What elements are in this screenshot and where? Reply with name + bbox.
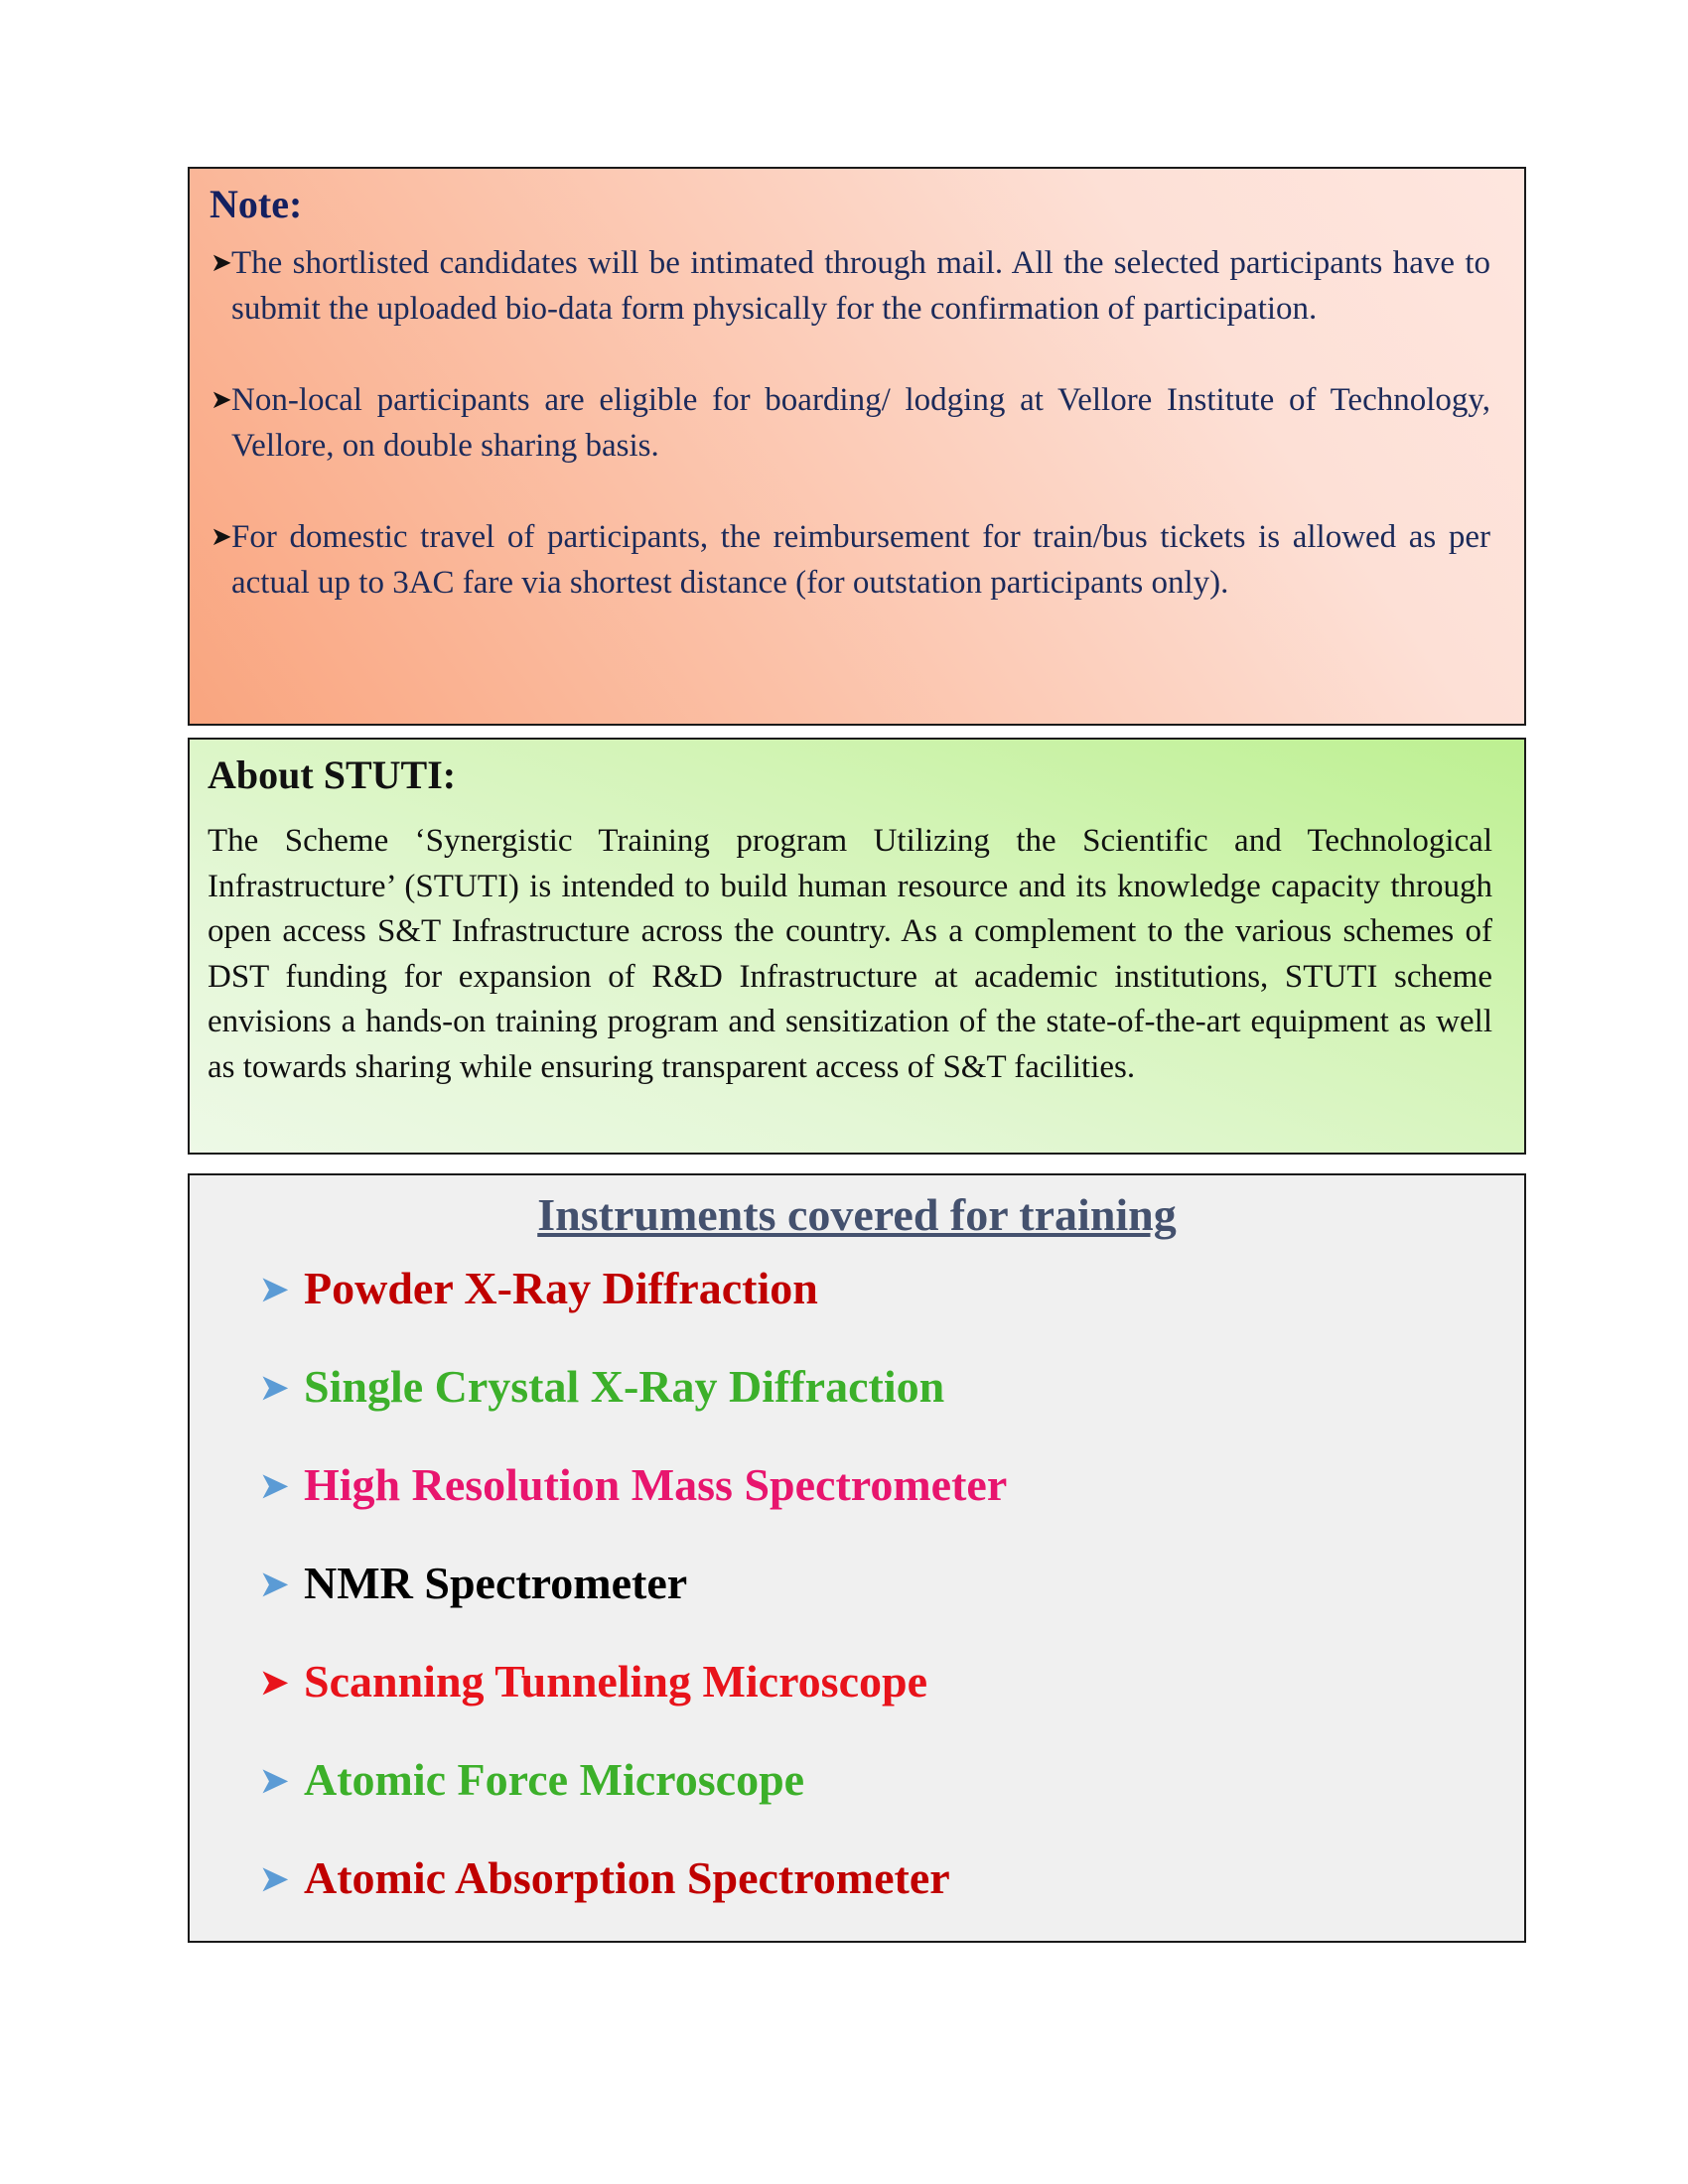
instrument-label: NMR Spectrometer bbox=[304, 1558, 688, 1608]
instrument-label: Atomic Force Microscope bbox=[304, 1754, 805, 1805]
arrow-bullet-icon: ➤ bbox=[260, 1370, 289, 1407]
arrow-bullet-icon: ➤ bbox=[211, 385, 232, 414]
instrument-item bbox=[260, 1848, 1524, 1908]
instruments-list bbox=[190, 1259, 1524, 1908]
arrow-bullet-icon: ➤ bbox=[260, 1861, 289, 1898]
note-item bbox=[211, 514, 1490, 606]
arrow-bullet-icon: ➤ bbox=[260, 1468, 289, 1505]
about-heading: About STUTI: bbox=[208, 752, 457, 797]
instrument-label: Scanning Tunneling Microscope bbox=[304, 1656, 927, 1706]
arrow-bullet-icon: ➤ bbox=[260, 1567, 289, 1603]
arrow-bullet-icon: ➤ bbox=[211, 248, 232, 277]
note-item-text: Non-local participants are eligible for boarding/ lodging at Vellore Institute of Technology, Vellore, on double sharing basis. bbox=[231, 382, 1490, 464]
instrument-label: High Resolution Mass Spectrometer bbox=[304, 1459, 1008, 1510]
instrument-label: Single Crystal X-Ray Diffraction bbox=[304, 1361, 945, 1412]
instrument-item bbox=[260, 1750, 1524, 1810]
instrument-label: Atomic Absorption Spectrometer bbox=[304, 1852, 950, 1903]
arrow-bullet-icon: ➤ bbox=[260, 1763, 289, 1800]
instrument-item bbox=[260, 1554, 1524, 1613]
about-body-text: The Scheme ‘Synergistic Training program Utilizing the Scientific and Technological Infrastructure’ (STUTI) is intended to build human resource and its knowledge capacity through open access S&T Infrastructure across the country. As a complement to the various schemes of DST funding for expansion of R&D Infrastructure at academic institutions, STUTI scheme envisions a hands-on training program and sensitization of the state-of-the-art equipment as well as towards sharing while ensuring transparent access of S&T facilities. bbox=[208, 823, 1492, 1085]
instrument-label: Powder X-Ray Diffraction bbox=[304, 1263, 818, 1313]
note-item-text: For domestic travel of participants, the reimbursement for train/bus tickets is allowed as per actual up to 3AC fare via shortest distance (for outstation participants only). bbox=[231, 519, 1490, 601]
note-section bbox=[188, 167, 1526, 726]
note-item-text: The shortlisted candidates will be intimated through mail. All the selected participants have to submit the uploaded bio-data form physically for the confirmation of participation. bbox=[231, 245, 1490, 327]
instrument-item bbox=[260, 1259, 1524, 1318]
instrument-item bbox=[260, 1455, 1524, 1515]
arrow-bullet-icon: ➤ bbox=[211, 522, 232, 551]
instruments-heading: Instruments covered for training bbox=[537, 1189, 1177, 1240]
arrow-bullet-icon: ➤ bbox=[260, 1272, 289, 1308]
note-heading: Note: bbox=[210, 182, 303, 226]
about-section bbox=[188, 738, 1526, 1155]
instruments-section bbox=[188, 1173, 1526, 1943]
note-item bbox=[211, 377, 1490, 469]
note-item bbox=[211, 240, 1490, 332]
arrow-bullet-icon: ➤ bbox=[260, 1665, 289, 1702]
instrument-item bbox=[260, 1357, 1524, 1417]
instrument-item bbox=[260, 1652, 1524, 1711]
